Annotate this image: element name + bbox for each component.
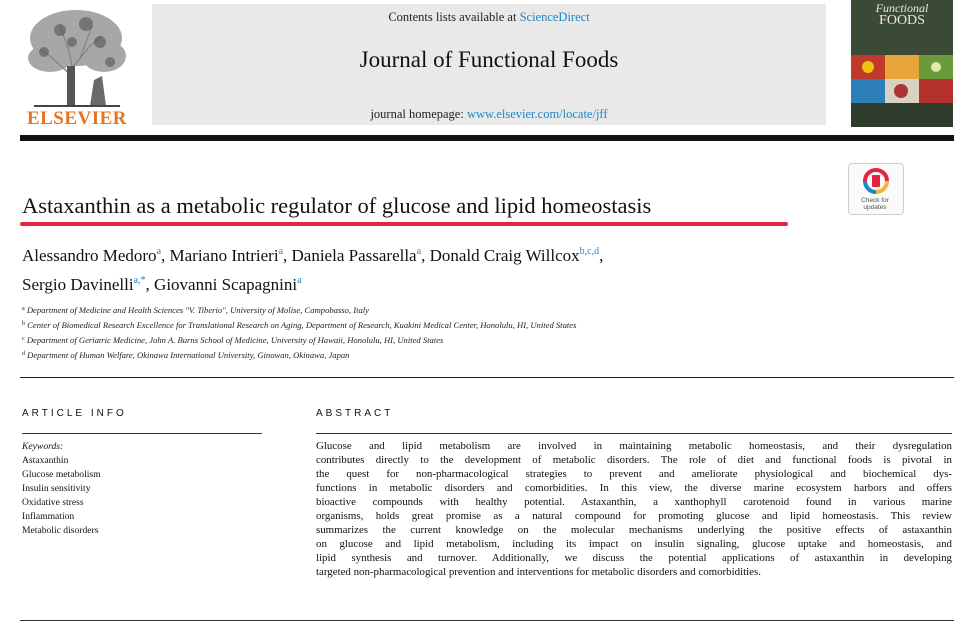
author[interactable]: Daniela Passarella$^a$, [291,246,430,265]
author[interactable]: Donald Craig Willcox$^{b,c,d}$, [429,246,604,265]
affiliation: $^a$ Department of Medicine and Health Sciences "V. Tiberio", University of Molise, Campobasso, Italy [22,305,369,315]
keyword[interactable]: Inflammation [22,511,75,522]
abstract-line: on glucose and lipid metabolism, including its impact on insulin signaling, glucose uptake and homeostasis, and [316,538,952,550]
cover-title-line1: Functional [875,1,929,15]
affiliation: $^d$ Department of Human Welfare, Okinawa International University, Ginowan, Okinawa, Japan [22,350,350,360]
title-highlight-underline [20,222,788,226]
cover-title [851,2,953,27]
abstract-line: bioactive compounds with healthy potential. Astaxanthin, a xanthophyll carotenoid found in various marine [316,496,952,508]
article-info-heading: ARTICLE INFO [22,408,127,419]
homepage-line [152,107,826,122]
abstract-line: targeted non-pharmacological prevention and interventions for metabolic disorders and comorbidities. [316,566,761,578]
keyword[interactable]: Metabolic disorders [22,525,99,536]
journal-title[interactable]: Journal of Functional Foods [359,47,619,72]
contents-prefix: Contents lists available at [388,10,517,24]
abstract-line: lipid synthesis and turnover. Additionally, we discuss the potential applications of astaxanthin in developing [316,552,952,564]
abstract-rule [316,433,952,434]
abstract-line: organisms, holds great promise as a natural compound for promoting glucose and lipid homeostasis. This review [316,510,952,522]
article-info-rule [22,433,262,434]
homepage-prefix: journal homepage: [370,107,464,121]
abstract-line: summarizes the current knowledge on the molecular mechanisms underlying the positive effects of astaxanthin [316,524,952,536]
check-updates-label [848,197,902,211]
publisher-name: ELSEVIER [26,108,128,129]
keyword[interactable]: Oxidative stress [22,497,84,508]
check-updates-icon [863,168,889,194]
abstract-line: contributes directly to the development of metabolic disorders. The role of diet and functional foods is pivotal in [316,454,952,466]
keywords-label: Keywords: [22,441,64,452]
cover-artwork [851,55,953,127]
abstract-line: the quest for non-pharmacological strategies to prevent and ameliorate physiological and biochemical dys- [316,468,952,480]
homepage-link[interactable]: www.elsevier.com/locate/jff [466,107,608,121]
header-rule [20,135,954,141]
author[interactable]: Alessandro Medoro$^a$, [22,246,170,265]
keyword[interactable]: Astaxanthin [22,455,69,466]
affiliation-rule [20,377,954,378]
affiliation: $^b$ Center of Biomedical Research Excellence for Translational Research on Aging, Department of Research, Kuakini Medical Center, Honolulu, HI, United States [22,320,577,330]
bottom-rule [20,620,954,621]
article-title: Astaxanthin as a metabolic regulator of glucose and lipid homeostasis [22,193,652,218]
check-updates-line1: Check for [861,197,889,204]
keyword[interactable]: Insulin sensitivity [22,483,91,494]
abstract-line: Glucose and lipid metabolism are involved in maintaining metabolic homeostasis, and their dysregulation [316,440,952,452]
author[interactable]: Sergio Davinelli$^{a,*}$, [22,275,155,294]
author[interactable]: Mariano Intrieri$^a$, [169,246,292,265]
abstract-line: functions in metabolic disorders and comorbidities. In this view, the diverse marine ecosystem harbors and offers [316,482,952,494]
author[interactable]: Giovanni Scapagnini$^a$ [154,275,302,294]
check-updates-line2: updates [863,204,887,211]
abstract-heading: ABSTRACT [316,408,394,419]
author-list [22,239,952,297]
sciencedirect-link[interactable]: ScienceDirect [519,10,590,24]
contents-line [152,10,826,25]
journal-cover[interactable] [851,0,953,127]
cover-title-line2: FOODS [879,13,925,28]
keyword[interactable]: Glucose metabolism [22,469,101,480]
abstract-text [316,439,952,579]
affiliation: $^c$ Department of Geriatric Medicine, John A. Burns School of Medicine, University of Hawaii, Honolulu, HI, United States [22,335,444,345]
